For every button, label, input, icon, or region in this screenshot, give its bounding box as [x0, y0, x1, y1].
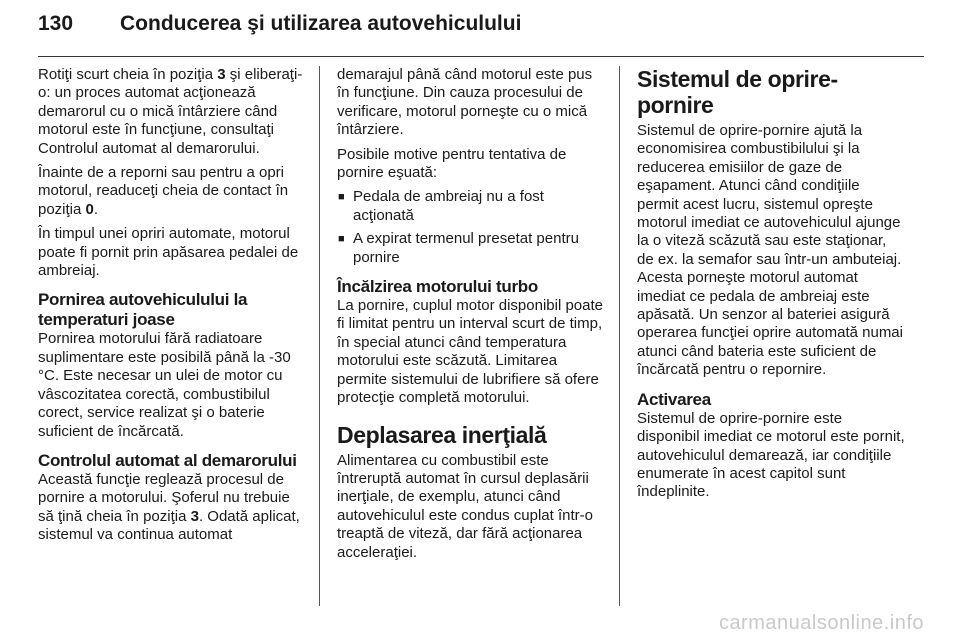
paragraph: În timpul unei opriri automate, motorul poate fi pornit prin apăsarea pedalei de ambreiaj.	[38, 225, 299, 280]
column-3	[637, 66, 905, 508]
section-heading-activation: Activarea	[637, 389, 711, 409]
page-header	[38, 12, 521, 46]
paragraph: Sistemul de oprire-pornire este disponibil imediat ce motorul este pornit, autovehiculul demarează, iar condiţiile enumerate în acest capitol sunt îndeplinite.	[637, 409, 905, 501]
section-heading-starter-control: Controlul automat al demarorului	[38, 450, 297, 470]
section-heading-cold-start: Pornirea autovehiculului la temperaturi joase	[38, 290, 248, 330]
chapter-title: Conducerea şi utilizarea autovehiculului	[120, 12, 522, 35]
section-heading-inertia: Deplasarea inerţială	[337, 421, 547, 448]
column-1	[38, 66, 306, 551]
paragraph: Rotiţi scurt cheia în poziţia 3 şi eliberaţi-o: un proces automat acţionează demarorul cu o mică întârziere când motorul este în funcţiune, consultaţi Controlul automat al demarorului.	[38, 66, 303, 157]
paragraph: Alimentarea cu combustibil este întreruptă automat în cursul deplasării inerţiale, de exemplu, atunci când autovehiculul este condus cuplat într-o treaptă de viteză, dar fără acţionarea acceleraţiei.	[337, 451, 593, 561]
watermark: carmanualsonline.info	[718, 612, 924, 634]
square-bullet-icon: ■	[338, 191, 345, 204]
column-divider	[619, 66, 620, 606]
list-item: ■ Pedala de ambreiaj nu a fost acţionată	[338, 188, 544, 224]
section-heading-stop-start: Sistemul de oprire-pornire	[637, 66, 838, 118]
paragraph: La pornire, cuplul motor disponibil poate fi limitat pentru un interval scurt de timp, în special atunci când temperatura motorului este scăzută. Limitarea permite sistemului de lubrifiere să ofere protecţie completă motorului.	[337, 297, 603, 407]
section-heading-turbo: Încălzirea motorului turbo	[337, 277, 538, 297]
square-bullet-icon: ■	[338, 233, 345, 246]
page-number: 130	[38, 12, 74, 35]
reasons-list	[337, 188, 605, 267]
column-2	[337, 66, 605, 568]
column-divider	[319, 66, 320, 606]
paragraph: Pornirea motorului fără radiatoare suplimentare este posibilă până la -30 °C. Este necesar un ulei de motor cu vâscozitatea corectă, combustibilul corect, service realizat şi o baterie suficient de încărcată.	[38, 330, 291, 440]
header-rule	[38, 56, 924, 57]
paragraph: Sistemul de oprire-pornire ajută la economisirea combustibilului şi la reducerea emisiilor de gaze de eşapament. Atunci când condiţiile permit acest lucru, sistemul opreşte motorul imediat ce autovehiculul ajunge la o viteză scăzută sau este staţionar, de ex. la semafor sau într-un ambuteiaj. Acesta porneşte motorul automat imediat ce pedala de ambreiaj este apăsată. Un senzor al bateriei asigură operarea funcţiei oprire automată numai atunci când bateria este suficient de încărcată pentru o repornire.	[637, 122, 903, 379]
paragraph: Această funcţie reglează procesul de pornire a motorului. Şoferul nu trebuie să ţină cheia în poziţia 3. Odată aplicat, sistemul va continua automat	[38, 470, 300, 544]
list-item: ■ A expirat termenul presetat pentru pornire	[338, 230, 579, 266]
paragraph: Posibile motive pentru tentativa de pornire eşuată:	[337, 145, 567, 182]
paragraph: demarajul până când motorul este pus în funcţiune. Din cauza procesului de verificare, motorul porneşte cu o mică întârziere.	[337, 66, 593, 139]
paragraph: Înainte de a reporni sau pentru a opri motorul, readuceţi cheia de contact în poziţia 0.	[38, 164, 289, 218]
